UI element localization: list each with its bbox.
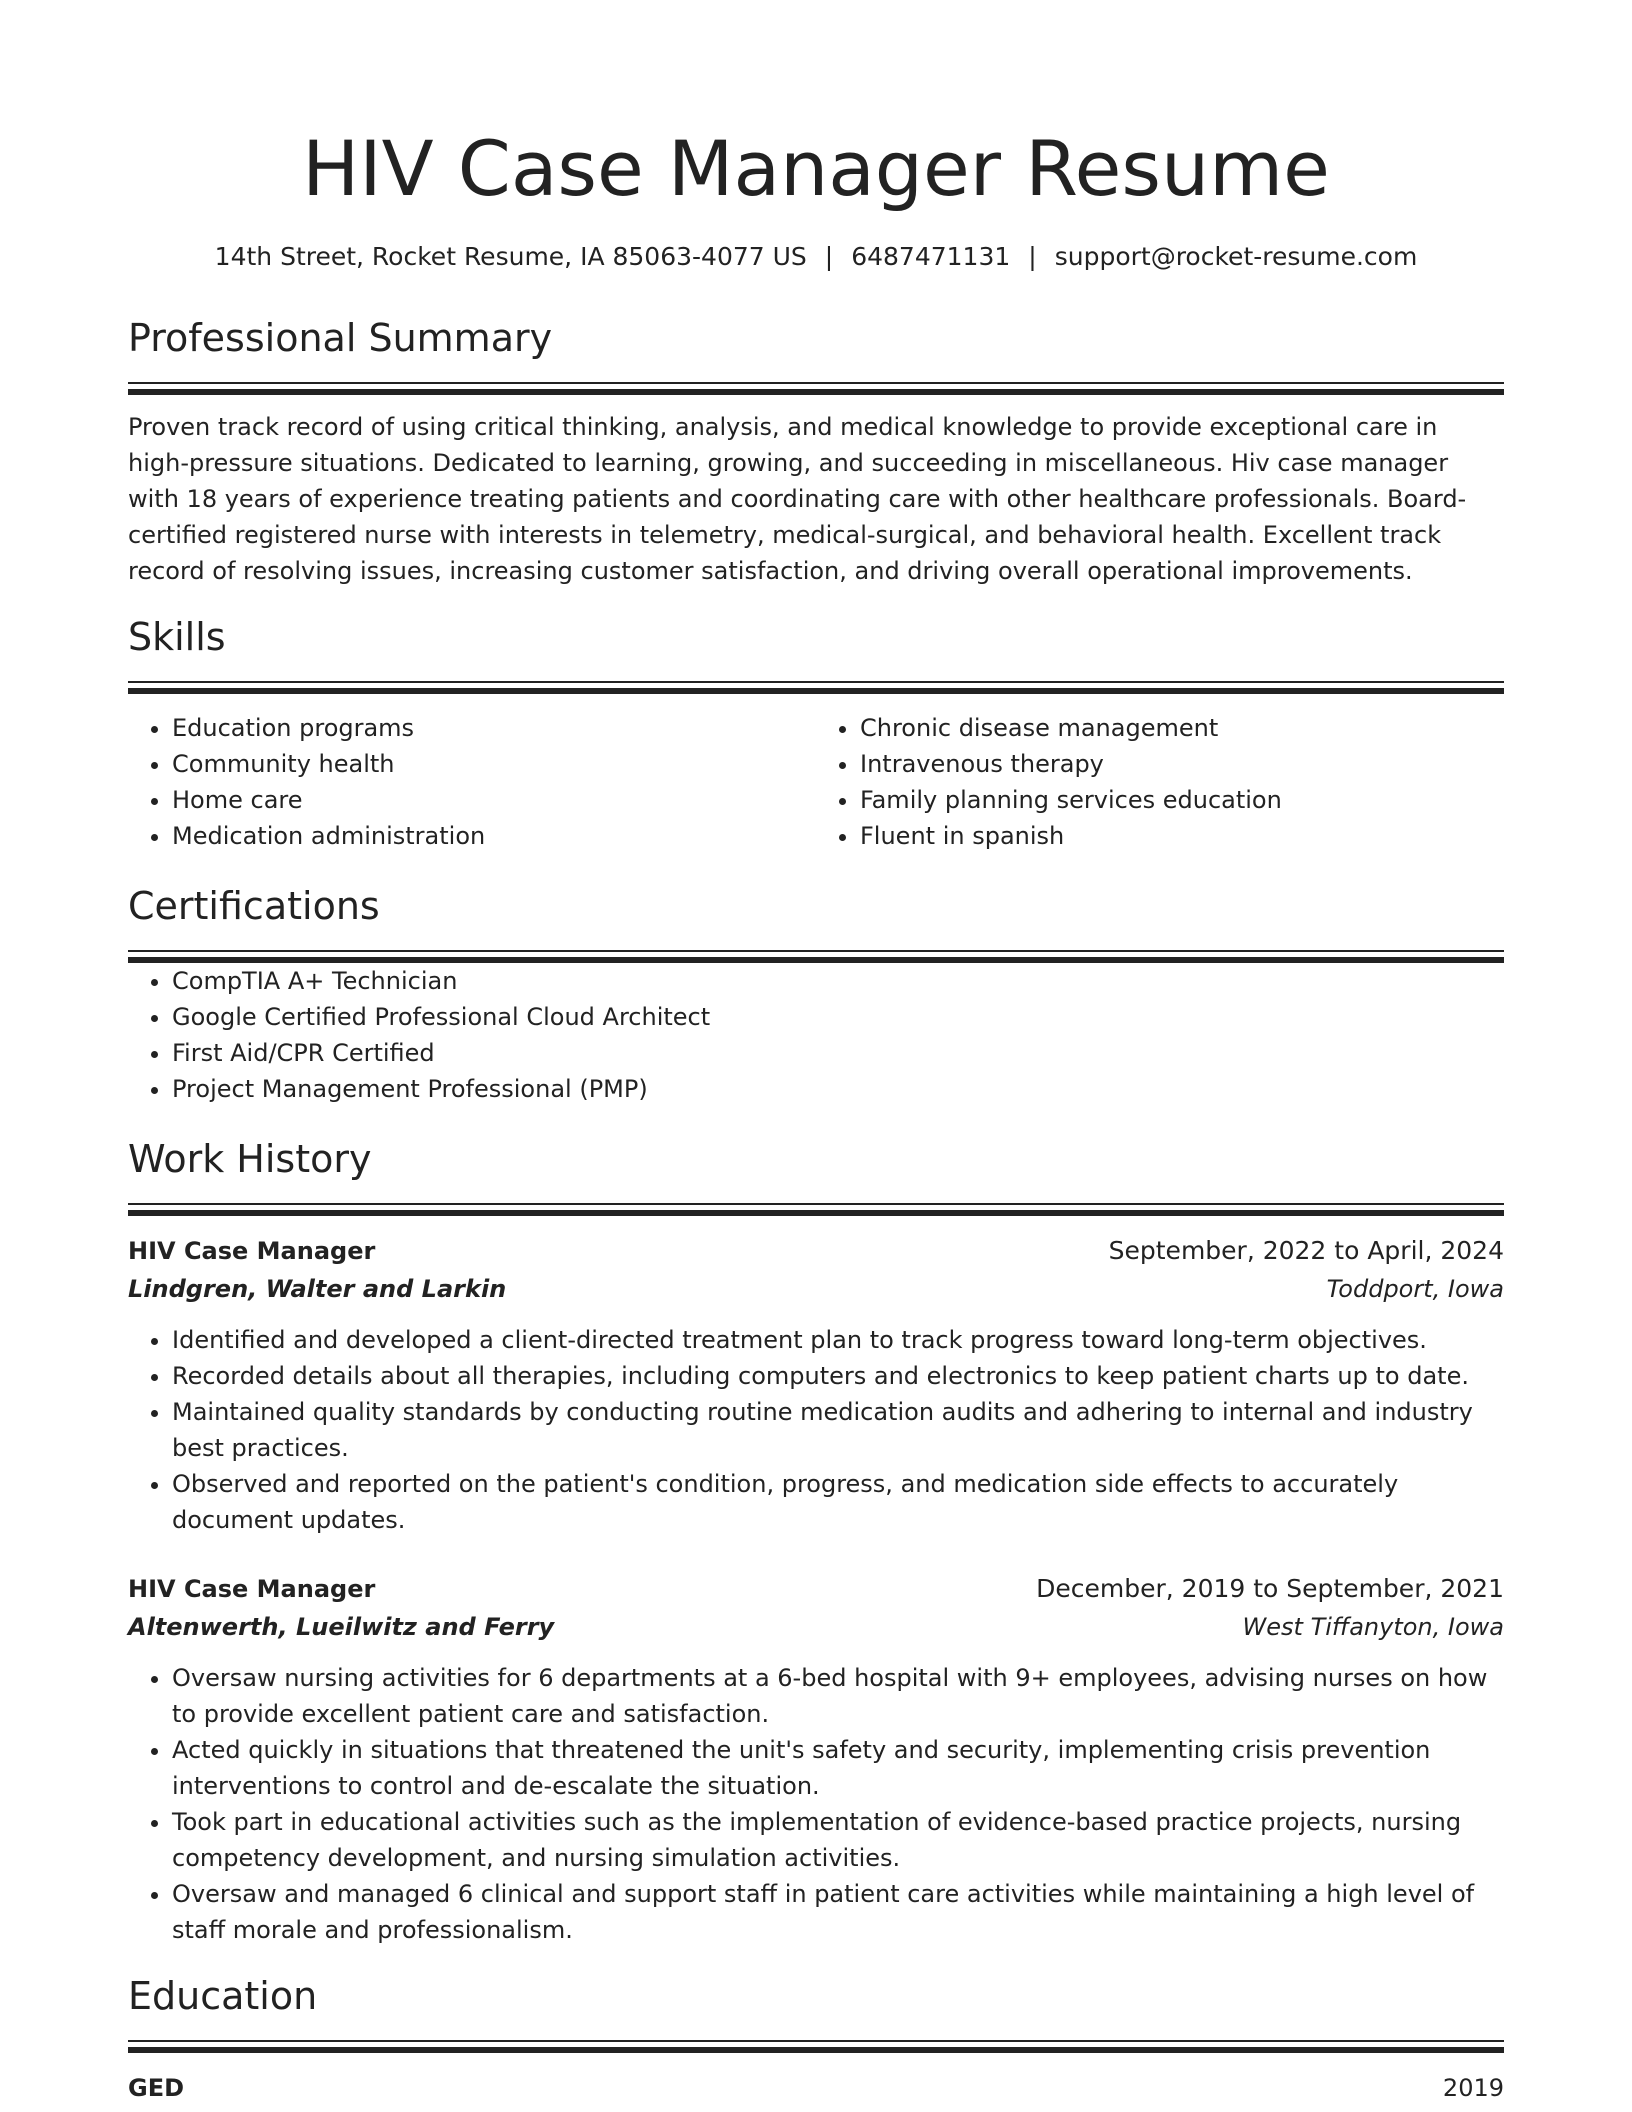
- job-header-row: [128, 1232, 1504, 1270]
- job-dates: December, 2019 to September, 2021: [1036, 1574, 1504, 1603]
- job-header-row: [128, 1570, 1504, 1608]
- certifications-heading: Certifications: [128, 884, 380, 928]
- section-divider: [128, 382, 1504, 395]
- skill-item: • Medication administration: [172, 818, 816, 854]
- job-title: HIV Case Manager: [128, 1237, 376, 1265]
- education-degree: GED: [128, 2074, 185, 2102]
- education-section: [128, 1972, 1504, 2105]
- education-year: 2019: [1442, 2074, 1504, 2102]
- skill-item: • Family planning services education: [860, 782, 1504, 818]
- contact-separator: |: [824, 242, 834, 271]
- job-duty-item: • Maintained quality standards by conducting routine medication audits and adhering to internal and industry best practices.: [172, 1394, 1504, 1466]
- certification-item: • First Aid/CPR Certified: [172, 1035, 1504, 1071]
- education-entry: [128, 2071, 1504, 2105]
- summary-heading: Professional Summary: [128, 316, 553, 360]
- job-location: West Tiffanyton, Iowa: [1242, 1613, 1504, 1641]
- skill-item: • Community health: [172, 746, 816, 782]
- job-duty-item: • Oversaw nursing activities for 6 departments at a 6-bed hospital with 9+ employees, advising nurses on how to provide excellent patient care and satisfaction.: [172, 1660, 1504, 1732]
- job-duties-list: [128, 1322, 1504, 1538]
- skills-list-right: [816, 710, 1504, 854]
- resume-title: HIV Case Manager Resume: [302, 124, 1330, 213]
- job-duty-item: • Acted quickly in situations that threatened the unit's safety and security, implementing crisis prevention interventions to control and de-escalate the situation.: [172, 1732, 1504, 1804]
- section-divider: [128, 2040, 1504, 2053]
- skills-heading: Skills: [128, 615, 226, 659]
- section-divider: [128, 950, 1504, 963]
- skills-section: [128, 613, 1504, 854]
- certification-item: • Google Certified Professional Cloud Architect: [172, 999, 1504, 1035]
- work-history-section: [128, 1135, 1504, 1948]
- certification-item: • Project Management Professional (PMP): [172, 1071, 1504, 1107]
- job-duty-item: • Recorded details about all therapies, including computers and electronics to keep patient charts up to date.: [172, 1358, 1504, 1394]
- job-duty-item: • Observed and reported on the patient's condition, progress, and medication side effects to accurately document updates.: [172, 1466, 1504, 1538]
- skill-item: • Education programs: [172, 710, 816, 746]
- skill-item: • Chronic disease management: [860, 710, 1504, 746]
- contact-separator: |: [1028, 242, 1037, 271]
- skills-list-left: [128, 710, 816, 854]
- education-heading: Education: [128, 1974, 318, 2018]
- job-dates: September, 2022 to April, 2024: [1108, 1236, 1504, 1265]
- contact-address: 14th Street, Rocket Resume, IA 85063-4077 US: [214, 242, 807, 271]
- skill-item: • Home care: [172, 782, 816, 818]
- section-divider: [128, 681, 1504, 694]
- job-entry: [128, 1570, 1504, 1948]
- contact-phone: 6487471131: [851, 242, 1011, 271]
- certification-item: • CompTIA A+ Technician: [172, 963, 1504, 999]
- job-entry: [128, 1232, 1504, 1538]
- summary-text: Proven track record of using critical thinking, analysis, and medical knowledge to provide exceptional care in high-pressure situations. Dedicated to learning, growing, and succeeding in miscellaneous. Hiv case manager with 18 years of experience treating patients and coordinating care with other healthcare professionals. Board-certified registered nurse with interests in telemetry, medical-surgical, and behavioral health. Excellent track record of resolving issues, increasing customer satisfaction, and driving overall operational improvements.: [128, 413, 1467, 585]
- skill-item: • Fluent in spanish: [860, 818, 1504, 854]
- job-company-row: [128, 1270, 1504, 1308]
- summary-section: [128, 314, 1504, 589]
- job-duty-item: • Oversaw and managed 6 clinical and support staff in patient care activities while maintaining a high level of staff morale and professionalism.: [172, 1876, 1504, 1948]
- job-duty-item: • Took part in educational activities such as the implementation of evidence-based practice projects, nursing competency development, and nursing simulation activities.: [172, 1804, 1504, 1876]
- section-divider: [128, 1203, 1504, 1216]
- certifications-section: [128, 882, 1504, 1107]
- work-history-heading: Work History: [128, 1137, 372, 1181]
- job-company: Altenwerth, Lueilwitz and Ferry: [128, 1613, 555, 1641]
- certifications-list: [128, 963, 1504, 1107]
- contact-email: support@rocket-resume.com: [1054, 242, 1418, 271]
- contact-line: [128, 240, 1504, 274]
- job-duty-item: • Identified and developed a client-directed treatment plan to track progress toward long-term objectives.: [172, 1322, 1504, 1358]
- job-duties-list: [128, 1660, 1504, 1948]
- job-location: Toddport, Iowa: [1326, 1275, 1504, 1303]
- job-company: Lindgren, Walter and Larkin: [128, 1275, 507, 1303]
- skills-grid: [128, 710, 1504, 854]
- job-title: HIV Case Manager: [128, 1575, 376, 1603]
- job-company-row: [128, 1608, 1504, 1646]
- skill-item: • Intravenous therapy: [860, 746, 1504, 782]
